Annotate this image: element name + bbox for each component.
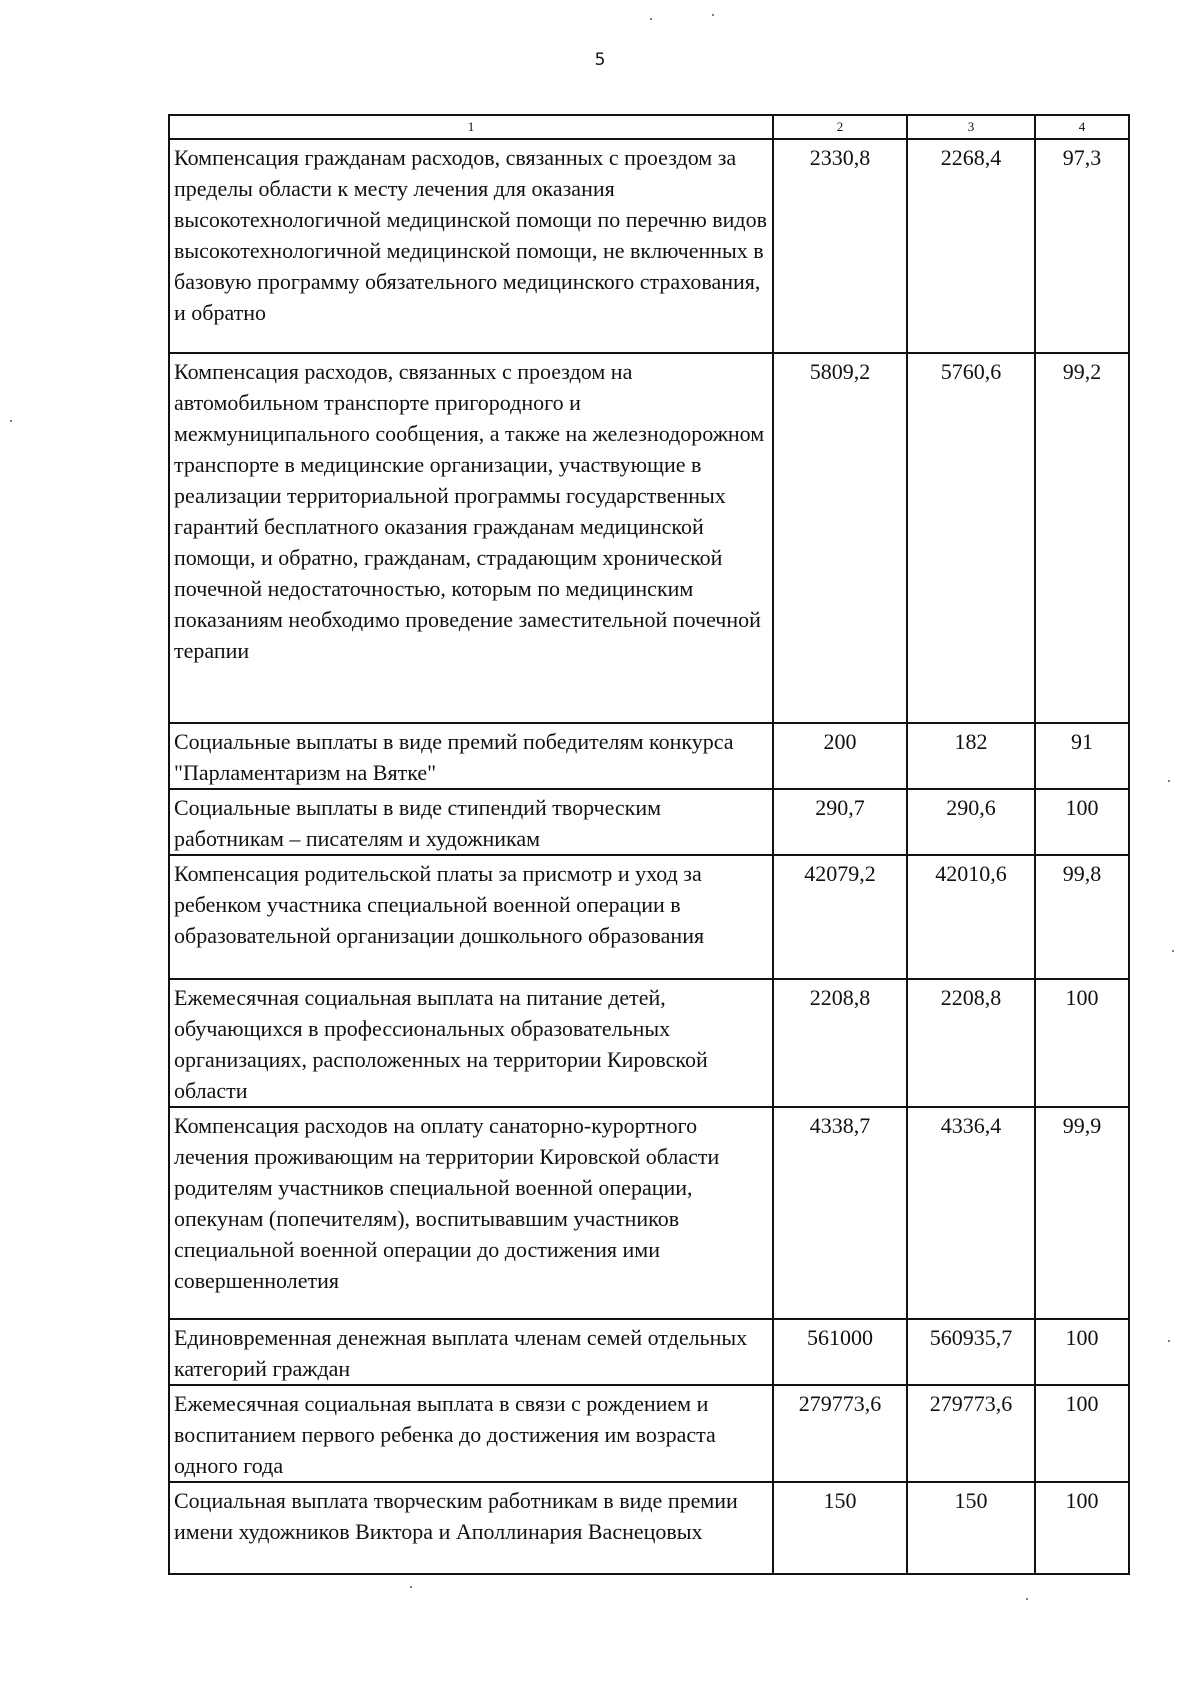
row-percent-cell: 100 bbox=[1035, 789, 1129, 855]
table-row bbox=[169, 353, 1129, 723]
column-header: 2 bbox=[773, 115, 907, 139]
row-name-cell: Компенсация гражданам расходов, связанных с проездом за пределы области к месту лечения для оказания высокотехнологичной медицинской помощи по перечню видов высокотехнологичной медицинской помощи, не включенных в базовую программу обязательного медицинского страхования, и обратно bbox=[169, 139, 773, 353]
row-name-cell: Ежемесячная социальная выплата в связи с рождением и воспитанием первого ребенка до достижения им возраста одного года bbox=[169, 1385, 773, 1482]
scan-speck bbox=[1168, 780, 1170, 782]
row-percent-cell: 100 bbox=[1035, 1385, 1129, 1482]
row-value-cell: 42079,2 bbox=[773, 855, 907, 979]
page-number: 5 bbox=[594, 50, 606, 70]
row-name-cell: Ежемесячная социальная выплата на питание детей, обучающихся в профессиональных образовательных организациях, расположенных на территории Кировской области bbox=[169, 979, 773, 1107]
row-percent-cell: 100 bbox=[1035, 1482, 1129, 1574]
table-row bbox=[169, 979, 1129, 1107]
column-header: 4 bbox=[1035, 115, 1129, 139]
row-value-cell: 290,6 bbox=[907, 789, 1035, 855]
row-value-cell: 200 bbox=[773, 723, 907, 789]
row-percent-cell: 99,8 bbox=[1035, 855, 1129, 979]
column-header: 3 bbox=[907, 115, 1035, 139]
row-value-cell: 42010,6 bbox=[907, 855, 1035, 979]
row-name-cell: Социальные выплаты в виде стипендий творческим работникам – писателям и художникам bbox=[169, 789, 773, 855]
row-value-cell: 2208,8 bbox=[773, 979, 907, 1107]
scan-speck bbox=[1168, 1340, 1170, 1342]
row-value-cell: 279773,6 bbox=[773, 1385, 907, 1482]
scan-speck bbox=[1172, 950, 1174, 952]
column-header: 1 bbox=[169, 115, 773, 139]
row-percent-cell: 91 bbox=[1035, 723, 1129, 789]
row-value-cell: 279773,6 bbox=[907, 1385, 1035, 1482]
row-value-cell: 4336,4 bbox=[907, 1107, 1035, 1319]
scan-speck bbox=[10, 420, 12, 422]
table-row bbox=[169, 789, 1129, 855]
row-value-cell: 561000 bbox=[773, 1319, 907, 1385]
row-name-cell: Социальная выплата творческим работникам в виде премии имени художников Виктора и Аполлинария Васнецовых bbox=[169, 1482, 773, 1574]
table-header-row bbox=[169, 115, 1129, 139]
row-percent-cell: 100 bbox=[1035, 1319, 1129, 1385]
row-name-cell: Компенсация расходов, связанных с проездом на автомобильном транспорте пригородного и межмуниципального сообщения, а также на железнодорожном транспорте в медицинские организации, участвующие в реализации территориальной программы государственных гарантий бесплатного оказания гражданам медицинской помощи, и обратно, гражданам, страдающим хронической почечной недостаточностью, которым по медицинским показаниям необходимо проведение заместительной почечной терапии bbox=[169, 353, 773, 723]
row-percent-cell: 99,9 bbox=[1035, 1107, 1129, 1319]
row-name-cell: Единовременная денежная выплата членам семей отдельных категорий граждан bbox=[169, 1319, 773, 1385]
row-value-cell: 4338,7 bbox=[773, 1107, 907, 1319]
row-value-cell: 560935,7 bbox=[907, 1319, 1035, 1385]
row-name-cell: Компенсация расходов на оплату санаторно-курортного лечения проживающим на территории Кировской области родителям участников специальной военной операции, опекунам (попечителям), воспитывавшим участников специальной военной операции до достижения ими совершеннолетия bbox=[169, 1107, 773, 1319]
scan-speck bbox=[1026, 1598, 1028, 1600]
row-value-cell: 290,7 bbox=[773, 789, 907, 855]
table-row bbox=[169, 1107, 1129, 1319]
row-percent-cell: 99,2 bbox=[1035, 353, 1129, 723]
row-value-cell: 150 bbox=[773, 1482, 907, 1574]
row-value-cell: 2268,4 bbox=[907, 139, 1035, 353]
row-percent-cell: 100 bbox=[1035, 979, 1129, 1107]
row-name-cell: Компенсация родительской платы за присмотр и уход за ребенком участника специальной военной операции в образовательной организации дошкольного образования bbox=[169, 855, 773, 979]
row-value-cell: 150 bbox=[907, 1482, 1035, 1574]
scan-speck bbox=[410, 1586, 412, 1588]
row-percent-cell: 97,3 bbox=[1035, 139, 1129, 353]
table-row bbox=[169, 855, 1129, 979]
expenditure-table bbox=[168, 114, 1130, 1575]
row-value-cell: 182 bbox=[907, 723, 1035, 789]
row-value-cell: 5809,2 bbox=[773, 353, 907, 723]
table-row bbox=[169, 139, 1129, 353]
row-name-cell: Социальные выплаты в виде премий победителям конкурса "Парламентаризм на Вятке" bbox=[169, 723, 773, 789]
table-row bbox=[169, 1385, 1129, 1482]
scan-speck bbox=[650, 18, 652, 20]
row-value-cell: 2330,8 bbox=[773, 139, 907, 353]
table-row bbox=[169, 1319, 1129, 1385]
table-row bbox=[169, 1482, 1129, 1574]
scan-speck bbox=[712, 14, 714, 16]
table-row bbox=[169, 723, 1129, 789]
row-value-cell: 2208,8 bbox=[907, 979, 1035, 1107]
row-value-cell: 5760,6 bbox=[907, 353, 1035, 723]
